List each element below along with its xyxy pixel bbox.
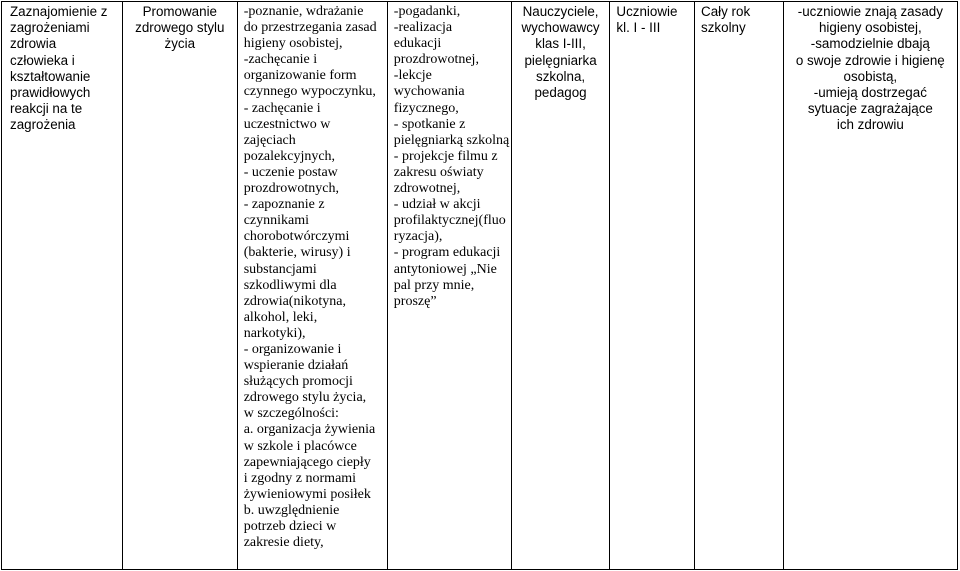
methods-cell: -pogadanki, -realizacja edukacji prozdrowotnej, -lekcje wychowania fizycznego, - spotkanie z pielęgniarką szkolną - projekcje filmu z zakresu oświaty zdrowotnej, - udział w akcji profilaktycznej(fluo ryzacja), - program edukacji antytoniowej „Nie pal przy mnie, proszę”	[387, 2, 511, 570]
outcomes-cell: -uczniowie znają zasady higieny osobistej, -samodzielnie dbają o swoje zdrowie i higienę osobistą, -umieją dostrzegać sytuacje zagrażające ich zdrowiu	[783, 2, 957, 570]
table-row	[2, 2, 958, 570]
schedule-cell: Cały rok szkolny	[695, 2, 784, 570]
audience-cell: Uczniowie kl. I - III	[610, 2, 695, 570]
task-cell: Zaznajomienie z zagrożeniami zdrowia człowieka i kształtowanie prawidłowych reakcji na te zagrożenia	[2, 2, 123, 570]
actions-cell: -poznanie, wdrażanie do przestrzegania zasad higieny osobistej, -zachęcanie i organizowanie form czynnego wypoczynku, - zachęcanie i uczestnictwo w zajęciach pozalekcyjnych, - uczenie postaw prozdrowotnych, - zapoznanie z czynnikami chorobotwórczymi (bakterie, wirusy) i substancjami szkodliwymi dla zdrowia(nikotyna, alkohol, leki, narkotyki), - organizowanie i wspieranie działań służących promocji zdrowego stylu życia, w szczególności: a. organizacja żywienia w szkole i placówce zapewniającego ciepły i zgodny z normami żywieniowymi posiłek b. uwzględnienie potrzeb dzieci w zakresie diety,	[237, 2, 387, 570]
goal-cell: Promowanie zdrowego stylu życia	[122, 2, 237, 570]
responsible-cell: Nauczyciele, wychowawcy klas I-III, pielęgniarka szkolna, pedagog	[511, 2, 610, 570]
plan-table	[1, 1, 958, 570]
